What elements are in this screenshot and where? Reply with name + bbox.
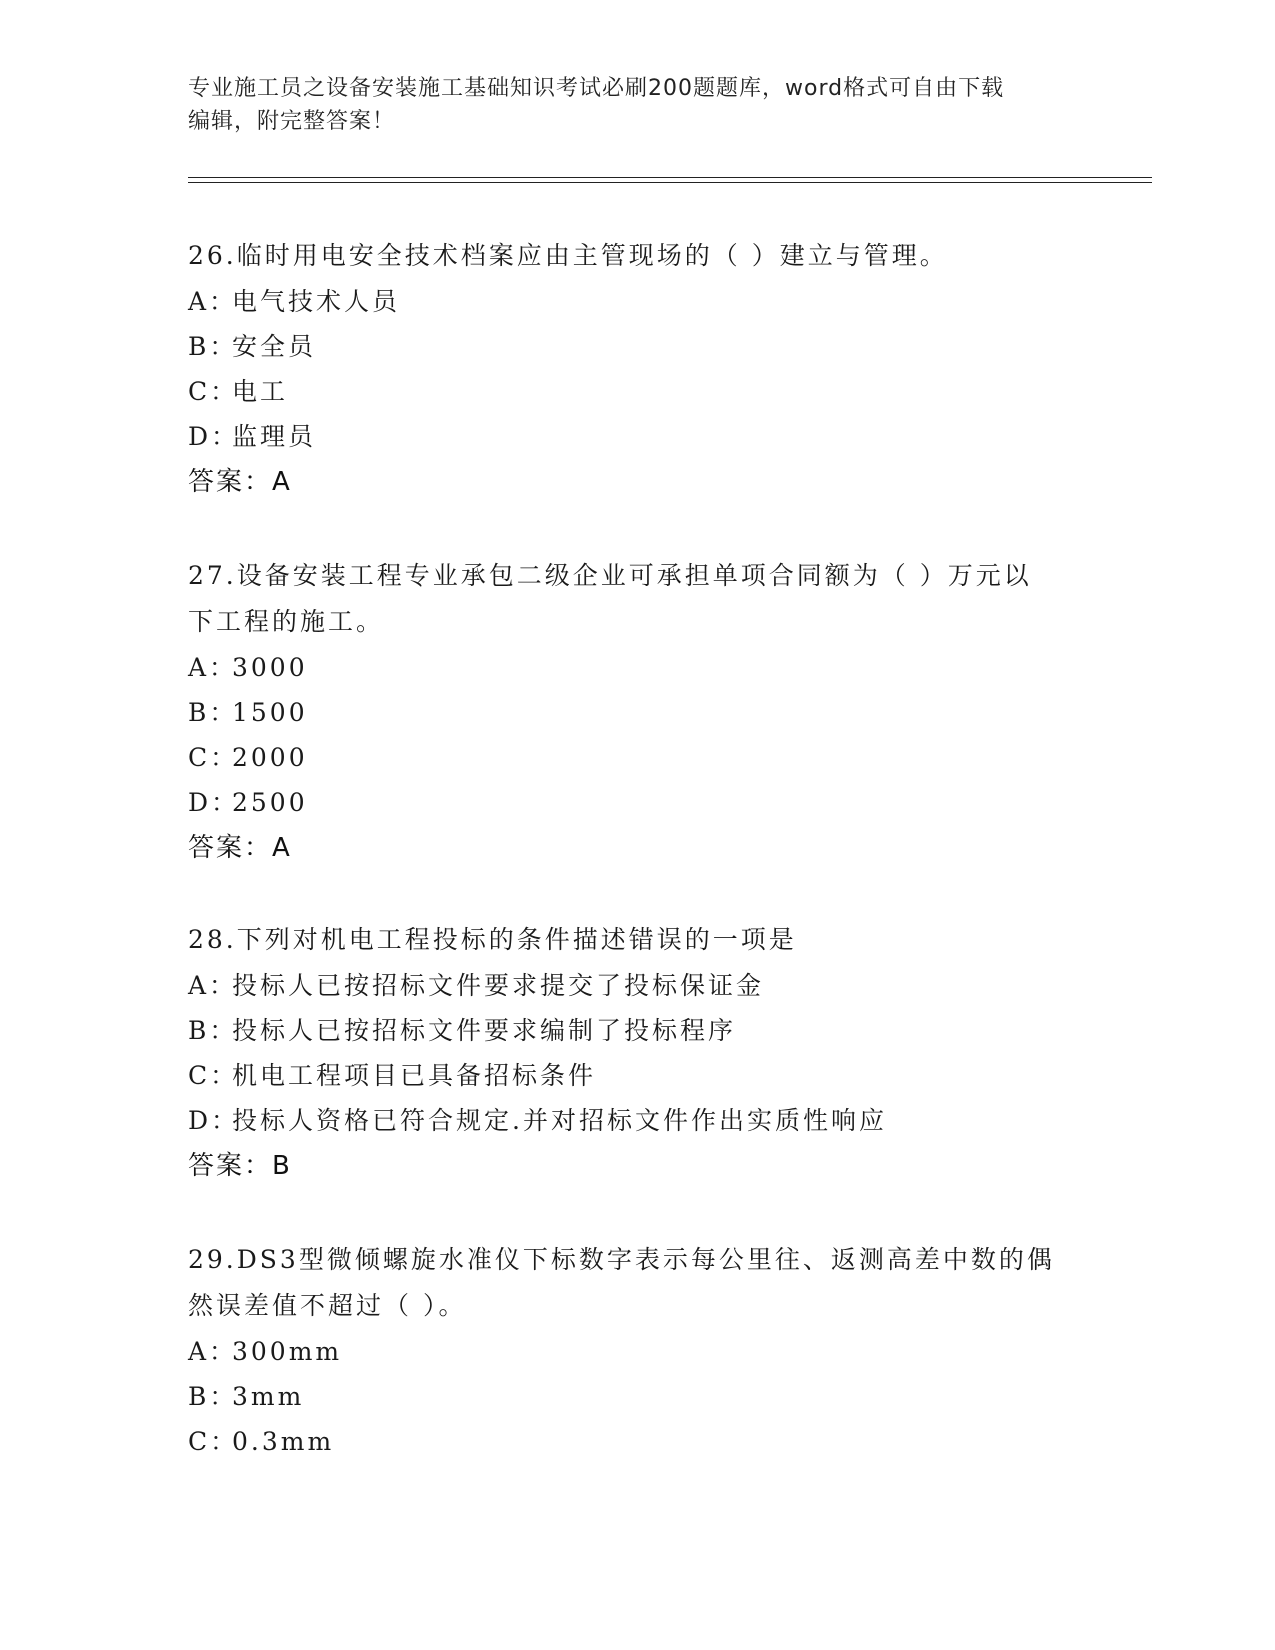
option-key: B： (188, 1382, 238, 1411)
option-text: 投标人已按招标文件要求编制了投标程序 (232, 1016, 737, 1045)
question-26 (188, 233, 1088, 505)
option-key: C： (188, 1427, 239, 1456)
option-d (188, 414, 1088, 459)
option-a (188, 963, 1088, 1008)
option-text: 0.3mm (232, 1427, 335, 1456)
option-d (188, 780, 1088, 825)
option-b (188, 1008, 1088, 1053)
question-stem-line-2: 然误差值不超过（ ）。 (188, 1291, 467, 1320)
option-text: 2000 (232, 743, 308, 772)
question-stem: 26.临时用电安全技术档案应由主管现场的（ ）建立与管理。 (188, 241, 948, 270)
option-c (188, 1053, 1088, 1098)
question-stem: 28.下列对机电工程投标的条件描述错误的一项是 (188, 925, 797, 954)
option-key: D： (188, 788, 240, 817)
option-c (188, 1419, 1088, 1464)
option-text: 2500 (232, 788, 308, 817)
option-key: D： (188, 422, 240, 451)
option-key: C： (188, 1061, 239, 1090)
option-text: 机电工程项目已具备招标条件 (232, 1061, 597, 1090)
option-b (188, 324, 1088, 369)
answer-line: 答案：A (188, 467, 292, 497)
option-text: 安全员 (232, 332, 317, 361)
option-text: 投标人已按招标文件要求提交了投标保证金 (232, 971, 765, 1000)
option-key: A： (188, 1337, 238, 1366)
header-divider-bottom (188, 182, 1152, 183)
option-a (188, 1329, 1088, 1374)
option-text: 1500 (232, 698, 308, 727)
question-27 (188, 553, 1088, 871)
option-d (188, 1098, 1088, 1143)
option-c (188, 735, 1088, 780)
option-text: 投标人资格已符合规定.并对招标文件作出实质性响应 (232, 1106, 887, 1135)
document-header (188, 72, 1088, 138)
option-text: 300mm (232, 1337, 343, 1366)
option-key: D： (188, 1106, 240, 1135)
option-key: C： (188, 743, 239, 772)
option-text: 3mm (232, 1382, 305, 1411)
option-text: 监理员 (232, 422, 317, 451)
answer-line: 答案：B (188, 1151, 292, 1181)
option-b (188, 690, 1088, 735)
question-stem-line-1: 29.DS3型微倾螺旋水准仪下标数字表示每公里往、返测高差中数的偶 (188, 1245, 1055, 1274)
question-29 (188, 1237, 1088, 1464)
question-stem-line-1: 27.设备安装工程专业承包二级企业可承担单项合同额为（ ）万元以 (188, 561, 1032, 590)
option-key: B： (188, 1016, 238, 1045)
option-text: 电气技术人员 (232, 287, 401, 316)
option-key: A： (188, 971, 238, 1000)
option-c (188, 369, 1088, 414)
header-line-1: 专业施工员之设备安装施工基础知识考试必刷200题题库，word格式可自由下载 (188, 76, 1005, 101)
option-key: A： (188, 653, 238, 682)
option-key: B： (188, 332, 238, 361)
option-text: 电工 (232, 377, 289, 406)
question-28 (188, 917, 1088, 1189)
option-a (188, 645, 1088, 690)
option-key: C： (188, 377, 239, 406)
option-a (188, 279, 1088, 324)
option-key: B： (188, 698, 238, 727)
header-divider-top (188, 177, 1152, 178)
header-line-2: 编辑，附完整答案！ (188, 109, 396, 134)
option-key: A： (188, 287, 238, 316)
answer-line: 答案：A (188, 833, 292, 863)
option-b (188, 1374, 1088, 1419)
question-stem-line-2: 下工程的施工。 (188, 607, 385, 636)
option-text: 3000 (232, 653, 308, 682)
